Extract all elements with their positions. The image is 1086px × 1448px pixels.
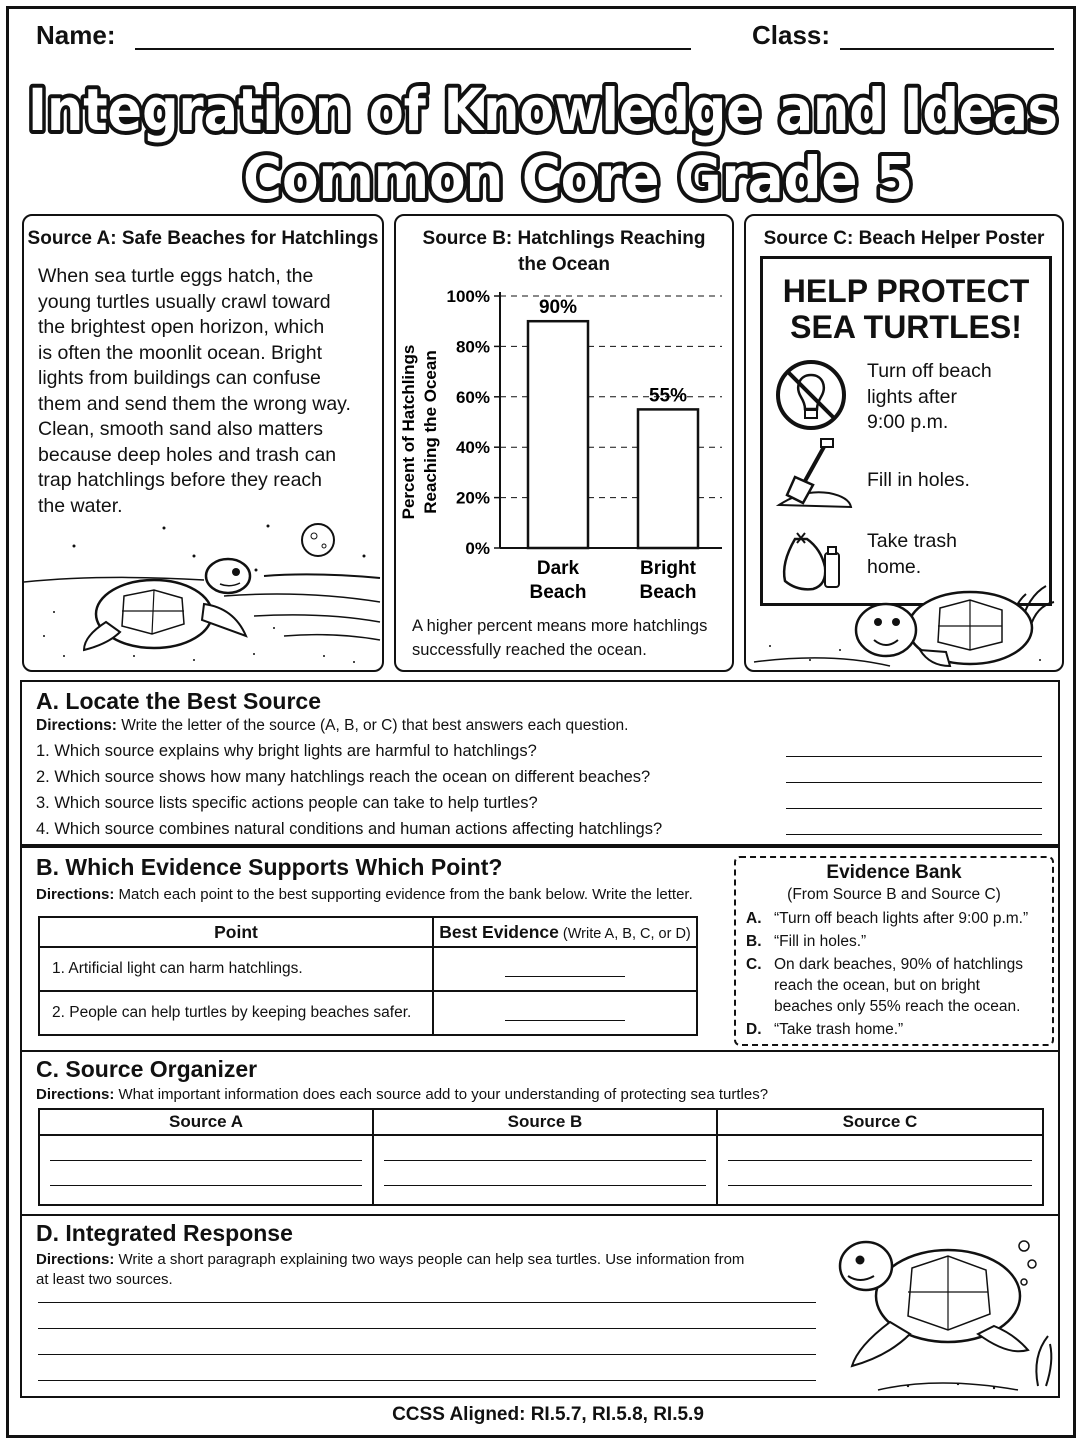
bar-value-label: 55% (648, 385, 688, 407)
beach-turtle-illustration (24, 516, 382, 670)
evidence-list (746, 908, 1028, 1040)
point-row-2: 2. People can help turtles by keeping beaches safer. (39, 991, 433, 1035)
name-label: Name: (36, 20, 116, 50)
text-line: them and send them the wrong way. (38, 392, 351, 415)
no-lights-icon (773, 357, 849, 433)
evidence-letter: D. (746, 1021, 762, 1038)
directions-text: Write a short paragraph explaining two ways people can help sea turtles. Use information from (114, 1251, 745, 1268)
title-line-2: Common Core Grade 5 (243, 144, 913, 210)
evidence-bank-title: Evidence Bank (826, 862, 962, 883)
poster-item-line: Turn off beach (867, 360, 992, 382)
answer-line-2[interactable] (786, 782, 1042, 783)
evidence-text: “Turn off beach lights after 9:00 p.m.” (774, 910, 1029, 927)
poster-heading (763, 273, 1049, 345)
text-line: Clean, smooth sand also matters (38, 418, 324, 440)
question-2: 2. Which source shows how many hatchlings reach the ocean on different beaches? (36, 768, 651, 786)
evidence-item-a (746, 908, 1028, 929)
question-1: 1. Which source explains why bright lights are harmful to hatchlings? (36, 742, 537, 760)
class-label: Class: (752, 20, 831, 50)
section-c (20, 1050, 1060, 1216)
col-header-evidence (433, 917, 697, 947)
question-3: 3. Which source lists specific actions people can take to help turtles? (36, 794, 538, 812)
answer-line-3[interactable] (786, 808, 1042, 809)
source-a-title: Source A: Safe Beaches for Hatchlings (27, 228, 379, 249)
section-c-directions (36, 1086, 768, 1103)
poster-item-line: home. (867, 555, 922, 578)
response-line-3[interactable] (38, 1354, 816, 1355)
response-line-4[interactable] (38, 1380, 816, 1381)
evidence-text (774, 954, 1023, 1017)
evidence-text: “Take trash home.” (774, 1021, 904, 1038)
poster-heading-line: SEA TURTLES! (790, 309, 1022, 345)
y-tick-label: 80% (455, 337, 490, 357)
source-a-panel (22, 214, 384, 672)
evidence-match-table (38, 916, 698, 1036)
poster-item-line: 9:00 p.m. (867, 411, 949, 433)
section-b (20, 846, 1060, 1052)
y-axis-label-line-2: Reaching the Ocean (421, 350, 440, 514)
x-category-label: Beach (529, 582, 587, 603)
text-line: When sea turtle eggs hatch, the (38, 265, 314, 287)
directions-text: at least two sources. (36, 1271, 173, 1288)
section-d (20, 1214, 1060, 1398)
text-line: the brightest open horizon, which (38, 316, 325, 338)
y-tick-label: 20% (455, 488, 490, 508)
organizer-cell-c (717, 1135, 1043, 1205)
evidence-text-line: reach the ocean, but on bright (774, 977, 980, 994)
evidence-answer-line-2[interactable] (505, 1020, 625, 1021)
chart-caption (412, 614, 707, 662)
section-b-title: B. Which Evidence Supports Which Point? (36, 854, 503, 880)
poster-item-holes: Fill in holes. (867, 469, 970, 491)
directions-label: Directions: (36, 886, 115, 903)
bar-value-label: 90% (538, 297, 578, 319)
evidence-cell-1 (433, 947, 697, 991)
text-line: lights from buildings can confuse (38, 367, 321, 389)
section-a (20, 680, 1060, 846)
answer-line-4[interactable] (786, 834, 1042, 835)
ccss-footer: CCSS Aligned: RI.5.7, RI.5.8, RI.5.9 (392, 1404, 704, 1425)
source-c-panel (744, 214, 1064, 672)
organizer-line[interactable] (728, 1185, 1032, 1186)
caption-line: A higher percent means more hatchlings (412, 617, 708, 635)
evidence-header-label: Best Evidence (439, 921, 559, 942)
evidence-text-line: On dark beaches, 90% of hatchlings (774, 956, 1024, 973)
x-category-label: Beach (639, 582, 697, 603)
organizer-line[interactable] (384, 1185, 706, 1186)
section-a-title: A. Locate the Best Source (36, 688, 322, 714)
point-row-1: 1. Artificial light can harm hatchlings. (39, 947, 433, 991)
source-b-panel (394, 214, 734, 672)
evidence-item-c (746, 954, 1028, 1017)
evidence-answer-line-1[interactable] (505, 976, 625, 977)
evidence-letter: B. (746, 933, 762, 950)
evidence-bank-subtitle: (From Source B and Source C) (787, 886, 1001, 903)
directions-text: Match each point to the best supporting evidence from the bank below. Write the letter. (114, 886, 693, 903)
answer-line-1[interactable] (786, 756, 1042, 757)
organizer-line[interactable] (50, 1160, 362, 1161)
directions-text: What important information does each source add to your understanding of protecting sea turtles? (114, 1086, 769, 1103)
y-tick-label: 40% (455, 438, 490, 458)
question-4: 4. Which source combines natural conditions and human actions affecting hatchlings? (36, 820, 663, 838)
text-line: the water. (38, 494, 123, 517)
hatchling-bar-chart (396, 276, 732, 606)
directions-text: Write the letter of the source (A, B, or C) that best answers each question. (116, 717, 629, 734)
evidence-item-b (746, 931, 1028, 952)
bar-1 (528, 321, 588, 548)
response-line-2[interactable] (38, 1328, 816, 1329)
y-tick-label: 60% (455, 387, 490, 407)
evidence-bank (734, 856, 1054, 1046)
bar-2 (638, 409, 698, 548)
evidence-item-d (746, 1019, 1028, 1040)
organizer-col-source-a: Source A (39, 1109, 373, 1135)
evidence-letter: A. (746, 910, 762, 927)
directions-label: Directions: (36, 717, 117, 734)
text-line: because deep holes and trash can (38, 443, 337, 466)
x-category-label: Dark (536, 558, 580, 579)
text-line: trap hatchlings before they reach (38, 469, 323, 491)
name-field[interactable] (135, 48, 691, 50)
x-category-label: Bright (640, 558, 696, 579)
caption-line: successfully reached the ocean. (412, 641, 647, 659)
evidence-header-note: (Write A, B, C, or D) (558, 925, 691, 942)
evidence-letter: C. (746, 956, 762, 973)
directions-label: Directions: (36, 1251, 115, 1268)
organizer-line[interactable] (50, 1185, 362, 1186)
title-line-1: Integration of Knowledge and Ideas (28, 76, 1058, 144)
happy-turtle-illustration (750, 566, 1062, 670)
section-d-directions (36, 1250, 744, 1290)
y-tick-label: 0% (465, 539, 490, 558)
organizer-col-source-c: Source C (717, 1109, 1043, 1135)
class-field[interactable] (840, 48, 1054, 50)
source-a-text (38, 264, 351, 519)
directions-label: Directions: (36, 1086, 115, 1103)
swimming-turtle-illustration (818, 1226, 1058, 1396)
organizer-cell-b (373, 1135, 717, 1205)
section-a-directions (36, 717, 628, 735)
evidence-cell-2 (433, 991, 697, 1035)
col-header-point: Point (39, 917, 433, 947)
y-tick-label: 100% (446, 287, 490, 306)
y-axis-label-line-1: Percent of Hatchlings (399, 344, 418, 520)
source-organizer-table (38, 1108, 1044, 1206)
source-b-title-line-1: Source B: Hatchlings Reaching (422, 228, 706, 249)
section-d-title: D. Integrated Response (36, 1220, 293, 1246)
poster-item-line: lights after (867, 385, 957, 408)
poster-item-lights (867, 359, 992, 436)
evidence-text: “Fill in holes.” (774, 933, 867, 950)
section-c-title: C. Source Organizer (36, 1056, 258, 1082)
beach-helper-poster (760, 256, 1052, 606)
worksheet-title (0, 60, 1086, 210)
organizer-line[interactable] (728, 1160, 1032, 1161)
shovel-icon (773, 437, 853, 513)
poster-item-line: Take trash (867, 530, 957, 552)
evidence-text-line: beaches only 55% reach the ocean. (774, 998, 1021, 1015)
text-line: is often the moonlit ocean. Bright (38, 341, 322, 364)
organizer-col-source-b: Source B (373, 1109, 717, 1135)
section-b-directions (36, 886, 693, 903)
source-c-title: Source C: Beach Helper Poster (763, 228, 1045, 249)
poster-heading-line: HELP PROTECT (782, 273, 1030, 309)
text-line: young turtles usually crawl toward (38, 290, 331, 313)
organizer-line[interactable] (384, 1160, 706, 1161)
organizer-cell-a (39, 1135, 373, 1205)
source-b-title-line-2: the Ocean (518, 254, 610, 275)
response-line-1[interactable] (38, 1302, 816, 1303)
